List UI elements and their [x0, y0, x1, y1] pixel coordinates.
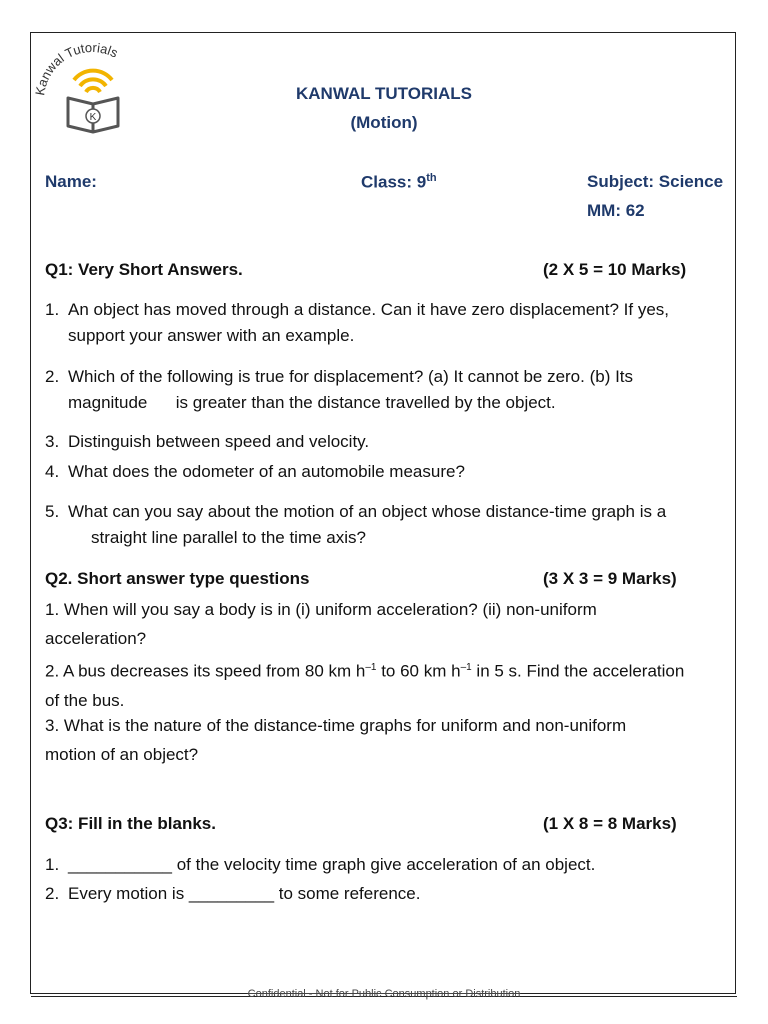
name-field: Name:: [45, 172, 97, 191]
class-label: Class: 9: [361, 172, 427, 192]
q3-marks: (1 X 8 = 8 Marks): [543, 814, 677, 833]
q2-marks: (3 X 3 = 9 Marks): [543, 569, 677, 588]
q3-heading: Q3: Fill in the blanks.: [45, 814, 216, 833]
q1-item-1: 1. An object has moved through a distance. Can it have zero displacement? If yes, support your answer with an example.: [45, 300, 670, 345]
confidential-footer: Confidential - Not for Public Consumption or Distribution: [247, 988, 521, 1000]
q1-heading: Q1: Very Short Answers.: [45, 260, 243, 279]
logo-arc-text: anwal Tutorials: [34, 39, 121, 89]
q2-heading: Q2. Short answer type questions: [45, 569, 310, 588]
q1-marks: (2 X 5 = 10 Marks): [543, 260, 687, 279]
q1-item-4: 4. What does the odometer of an automobile measure?: [45, 462, 465, 481]
q3-item-1: 1. ___________ of the velocity time graph give acceleration of an object.: [45, 855, 596, 874]
q2-item-1: 1. When will you say a body is in (i) uniform acceleration? (ii) non-uniform acceleration?: [45, 600, 597, 648]
page-subtitle: (Motion): [350, 113, 418, 132]
q1-item-3: 3. Distinguish between speed and velocity.: [45, 432, 370, 451]
class-field: [361, 172, 437, 193]
q3-item-2: 2. Every motion is _________ to some reference.: [45, 884, 421, 903]
logo-letter: K: [89, 112, 97, 123]
q1-item-2: 2. Which of the following is true for displacement? (a) It cannot be zero. (b) Its magnitude is greater than the distance travelled by the object.: [45, 367, 634, 412]
subject-field: Subject: Science: [587, 172, 724, 191]
q2-item-2: 2. A bus decreases its speed from 80 km $h^{-1}$ to 60 km $h^{-1}$ in 5 s. Find the acceleration of the bus.: [45, 661, 685, 710]
page-title: KANWAL TUTORIALS: [296, 84, 472, 103]
q1-item-5: 5. What can you say about the motion of an object whose distance-time graph is a straight line parallel to the time axis?: [45, 502, 667, 547]
class-sup: th: [426, 172, 437, 184]
q2-item-3: 3. What is the nature of the distance-time graphs for uniform and non-uniform motion of an object?: [45, 716, 627, 764]
max-marks-field: MM: 62: [587, 201, 645, 220]
